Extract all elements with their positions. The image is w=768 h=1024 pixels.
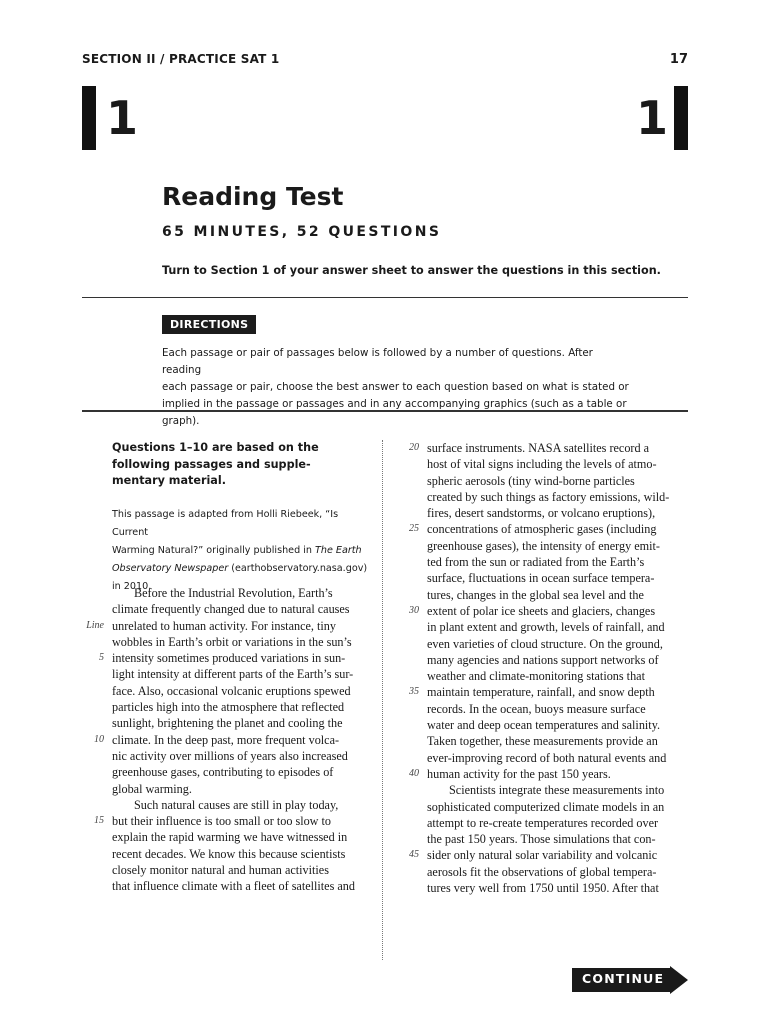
- passage-line-text: Taken together, these measurements provide an: [427, 734, 658, 749]
- section-bar-right: [674, 86, 688, 150]
- section-label: SECTION II / PRACTICE SAT 1: [82, 52, 280, 66]
- passage-line: [427, 619, 689, 635]
- passage-line-text: attempt to re-create temperatures recorded over: [427, 815, 659, 830]
- passage-line-text: light intensity at different parts of the Earth’s sur-: [112, 667, 354, 682]
- passage-line: [409, 440, 689, 456]
- section-number-left: 1: [106, 91, 139, 145]
- passage-line: [427, 538, 689, 554]
- passage-line: [112, 846, 372, 862]
- passage-line-text: particles high into the atmosphere that reflected: [112, 700, 345, 715]
- line-number: 30: [409, 604, 419, 616]
- passage-line-text: climate frequently changed due to natural causes: [112, 602, 350, 617]
- passage-line-text: sophisticated computerized climate models in an: [427, 799, 665, 814]
- passage-line-text: but their influence is too small or too slow to: [112, 814, 332, 829]
- line-number: 15: [94, 815, 104, 827]
- passage-line: [112, 699, 372, 715]
- column-divider: [382, 440, 383, 960]
- directions-line: implied in the passage or passages and in any accompanying graphics (such as a table or graph).: [162, 398, 627, 427]
- passage-line-text: wobbles in Earth’s orbit or variations in the sun’s: [112, 634, 352, 649]
- passage-line: [427, 636, 689, 652]
- passage-line-text: records. In the ocean, buoys measure surface: [427, 701, 646, 716]
- passage-line-text: many agencies and nations support networks of: [427, 652, 659, 667]
- passage-line: [112, 829, 372, 845]
- passage-line: [409, 766, 689, 782]
- line-number: 35: [409, 686, 419, 698]
- passage-line-text: nic activity over millions of years also increased: [112, 748, 348, 763]
- passage-line-text: Scientists integrate these measurements into: [449, 783, 665, 798]
- line-number: 10: [94, 733, 104, 745]
- passage-line: [409, 603, 689, 619]
- passage-line: [86, 618, 372, 634]
- passage-line-text: tures very well from 1750 until 1950. After that: [427, 881, 659, 896]
- passage-intro: [112, 440, 372, 596]
- line-number: 40: [409, 767, 419, 779]
- directions-line: each passage or pair, choose the best answer to each question based on what is stated or: [162, 381, 629, 393]
- line-number: Line: [86, 619, 104, 631]
- passage-line-text: weather and climate-monitoring stations that: [427, 669, 645, 684]
- passage-line: [99, 650, 372, 666]
- passage-credit: This passage is adapted from Holli Riebeek, “Is Current Warming Natural?” originally published in The Earth Observatory Newspaper (earthobservatory.nasa.gov) in 2010.: [112, 508, 368, 592]
- passage-line-text: spheric aerosols (tiny wind-borne particles: [427, 473, 635, 488]
- passage-line: [112, 601, 372, 617]
- passage-line: [409, 684, 689, 700]
- answer-sheet-instruction: Turn to Section 1 of your answer sheet to answer the questions in this section.: [162, 264, 661, 277]
- top-divider: [82, 297, 688, 298]
- passage-line-text: aerosols fit the observations of global tempera-: [427, 864, 657, 879]
- passage-line-text: host of vital signs including the levels of atmo-: [427, 457, 657, 472]
- directions-line: Each passage or pair of passages below is followed by a number of questions. After reading: [162, 347, 593, 376]
- line-number: 5: [99, 652, 104, 664]
- section-banner: [82, 86, 688, 150]
- passage-line: [427, 489, 689, 505]
- passage-line: [112, 585, 372, 601]
- page-title: Reading Test: [162, 182, 344, 211]
- passage-line: [427, 750, 689, 766]
- passage-line: [409, 521, 689, 537]
- passage-line-text: recent decades. We know this because scientists: [112, 846, 346, 861]
- passage-line: [427, 473, 689, 489]
- passage-line-text: intensity sometimes produced variations in sun-: [112, 651, 346, 666]
- passage-line-text: ever-improving record of both natural events and: [427, 750, 667, 765]
- passage-line: [427, 799, 689, 815]
- page-number: 17: [669, 52, 688, 67]
- passage-line-text: sunlight, brightening the planet and cooling the: [112, 716, 343, 731]
- passage-line-text: extent of polar ice sheets and glaciers, changes: [427, 603, 656, 618]
- passage-line: [427, 733, 689, 749]
- passage-line: [94, 732, 372, 748]
- page-subtitle: 65 MINUTES, 52 QUESTIONS: [162, 224, 442, 240]
- passage-line: [112, 748, 372, 764]
- passage-line-text: surface instruments. NASA satellites record a: [427, 441, 650, 455]
- passage-line-text: ted from the sun or radiated from the Earth’s: [427, 555, 645, 570]
- passage-line-text: in plant extent and growth, levels of rainfall, and: [427, 620, 665, 635]
- section-bar-left: [82, 86, 96, 150]
- passage-line-text: surface, fluctuations in ocean surface tempera-: [427, 571, 655, 586]
- continue-label: CONTINUE: [582, 971, 665, 986]
- directions-badge: DIRECTIONS: [162, 315, 256, 334]
- passage-line: [112, 878, 372, 894]
- passage-line-text: maintain temperature, rainfall, and snow depth: [427, 685, 655, 700]
- directions-text: [162, 345, 632, 430]
- passage-line-text: water and deep ocean temperatures and salinity.: [427, 718, 661, 733]
- passage-line-text: human activity for the past 150 years.: [427, 766, 611, 781]
- passage-line: [427, 505, 689, 521]
- passage-line: [427, 668, 689, 684]
- passage-line: [112, 797, 372, 813]
- passage-line-text: fires, desert sandstorms, or volcano eruptions),: [427, 506, 656, 521]
- section-number-right: 1: [636, 91, 669, 145]
- line-number: 45: [409, 849, 419, 861]
- continue-button[interactable]: [572, 966, 688, 994]
- passage-column-left: [86, 585, 372, 895]
- passage-line-text: greenhouse gases, contributing to episodes of: [112, 765, 334, 780]
- passage-line-text: Before the Industrial Revolution, Earth’s: [134, 586, 333, 600]
- line-number: 25: [409, 523, 419, 535]
- passage-line: [427, 554, 689, 570]
- passage-line-text: closely monitor natural and human activities: [112, 863, 329, 878]
- passage-line: [427, 652, 689, 668]
- passage-line-text: tures, changes in the global sea level and the: [427, 587, 644, 602]
- line-number: 20: [409, 442, 419, 453]
- passage-line-text: sider only natural solar variability and volcanic: [427, 848, 658, 863]
- passage-line-text: face. Also, occasional volcanic eruptions spewed: [112, 683, 351, 698]
- passage-line: [427, 587, 689, 603]
- passage-line: [112, 715, 372, 731]
- passage-line-text: that influence climate with a fleet of satellites and: [112, 879, 355, 894]
- passage-line: [427, 831, 689, 847]
- passage-line: [427, 880, 689, 896]
- passage-line: [427, 864, 689, 880]
- passage-line-text: created by such things as factory emissions, wild-: [427, 489, 670, 504]
- passage-line: [427, 717, 689, 733]
- directions-divider: [82, 410, 688, 412]
- passage-line: [112, 683, 372, 699]
- passage-line: [112, 862, 372, 878]
- passage-line: [427, 701, 689, 717]
- passage-line-text: concentrations of atmospheric gases (including: [427, 522, 657, 537]
- passage-line: [427, 456, 689, 472]
- passage-line: [427, 815, 689, 831]
- passage-line: [112, 666, 372, 682]
- passage-line-text: explain the rapid warming we have witnessed in: [112, 830, 348, 845]
- passage-line-text: the past 150 years. Those simulations that con-: [427, 832, 656, 847]
- passage-line-text: global warming.: [112, 781, 192, 796]
- passage-column-right: [409, 440, 689, 896]
- question-range-heading: Questions 1–10 are based on the following passages and supple- mentary material.: [112, 441, 319, 487]
- passage-line: [112, 634, 372, 650]
- passage-line-text: even varieties of cloud structure. On the ground,: [427, 636, 663, 651]
- passage-line: [409, 847, 689, 863]
- passage-line-text: Such natural causes are still in play today,: [134, 797, 339, 812]
- passage-line: [427, 782, 689, 798]
- passage-line: [94, 813, 372, 829]
- passage-line: [112, 764, 372, 780]
- passage-line: [112, 781, 372, 797]
- passage-line-text: climate. In the deep past, more frequent volca-: [112, 732, 340, 747]
- passage-line-text: unrelated to human activity. For instance, tiny: [112, 618, 336, 633]
- passage-line-text: greenhouse gases), the intensity of energy emit-: [427, 538, 660, 553]
- passage-line: [427, 570, 689, 586]
